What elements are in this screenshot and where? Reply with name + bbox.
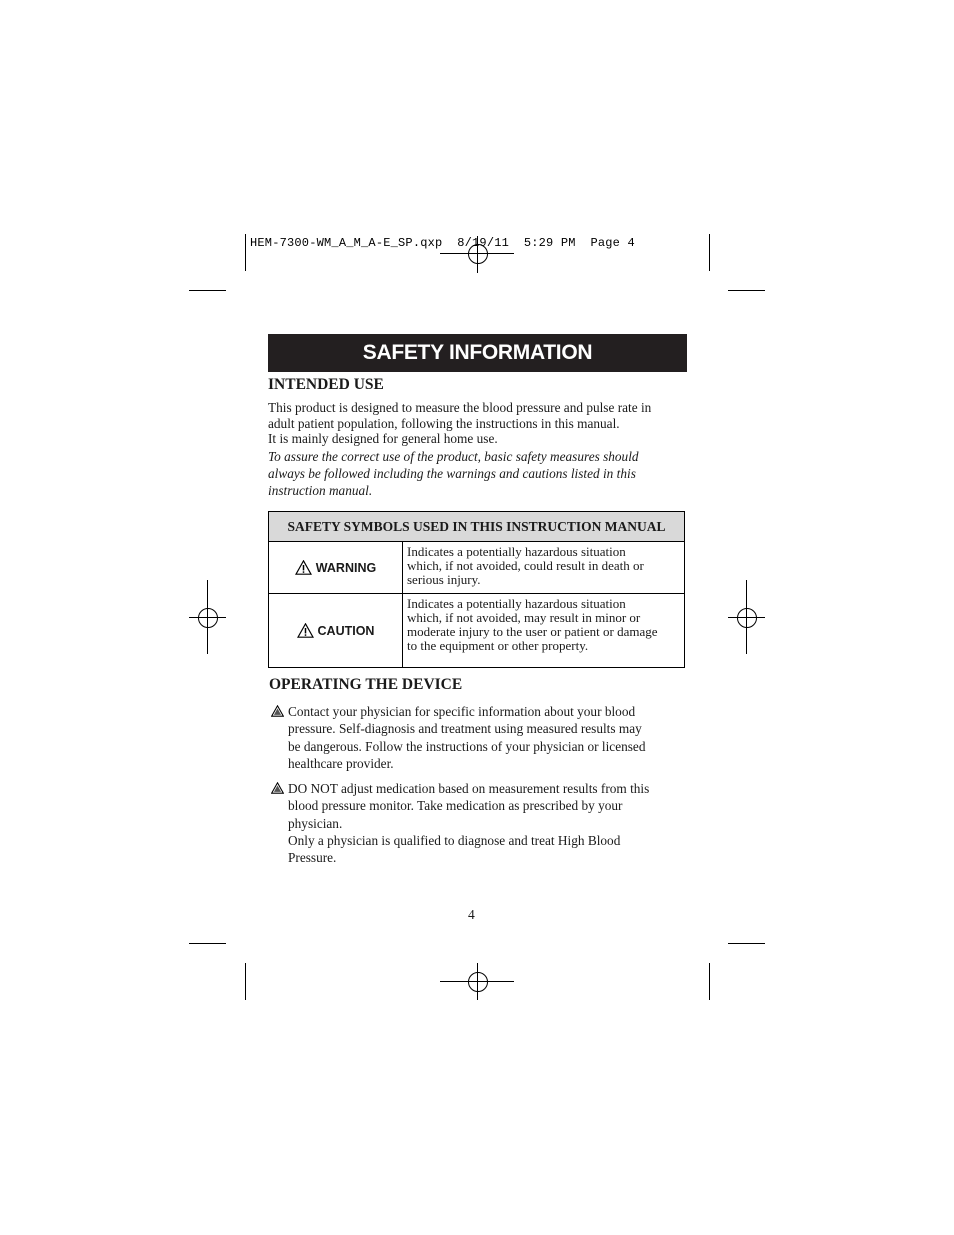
text-line: To assure the correct use of the product, basic safety measures should	[268, 449, 639, 464]
page-title: SAFETY INFORMATION	[362, 341, 593, 364]
text-line: Only a physician is qualified to diagnose and treat High Blood	[288, 832, 621, 848]
safety-symbols-table	[268, 511, 685, 668]
crop-mark	[728, 943, 765, 944]
warning-label: WARNING	[315, 560, 377, 575]
symbol-cell	[269, 594, 403, 668]
crop-mark	[709, 963, 710, 1000]
page-number: 4	[468, 907, 475, 922]
text-line: Pressure.	[288, 850, 337, 866]
text-line: It is mainly designed for general home use.	[268, 431, 498, 446]
crop-mark	[709, 234, 710, 271]
crop-mark	[245, 963, 246, 1000]
registration-circle	[468, 972, 488, 992]
symbol-description	[403, 594, 685, 668]
text-line: which, if not avoided, could result in death or	[407, 558, 644, 573]
warning-triangle-icon	[271, 705, 284, 717]
warning-triangle-icon	[271, 782, 284, 794]
list-item	[288, 703, 708, 772]
text-line: serious injury.	[407, 572, 481, 587]
list-item	[288, 780, 708, 866]
text-line: Contact your physician for specific information about your blood	[288, 704, 636, 719]
table-row	[269, 594, 685, 668]
text-line: to the equipment or other property.	[407, 638, 589, 653]
text-line: which, if not avoided, may result in minor or	[407, 610, 641, 625]
symbol-cell	[269, 542, 403, 594]
crop-mark	[245, 234, 246, 271]
table-header: SAFETY SYMBOLS USED IN THIS INSTRUCTION MANUAL	[269, 512, 685, 542]
intended-use-note	[268, 448, 708, 499]
table-row	[269, 542, 685, 594]
text-line: adult patient population, following the instructions in this manual.	[268, 415, 620, 431]
text-line: always be followed including the warnings and cautions listed in this	[268, 466, 636, 481]
intended-use-text	[268, 400, 708, 447]
crop-mark	[728, 290, 765, 291]
registration-circle	[198, 608, 218, 628]
text-line: be dangerous. Follow the instructions of your physician or licensed	[288, 738, 646, 754]
caution-triangle-icon	[297, 623, 314, 638]
text-line: Indicates a potentially hazardous situation	[407, 544, 626, 559]
print-slug: HEM-7300-WM_A_M_A-E_SP.qxp 8/19/11 5:29 PM Page 4	[250, 236, 635, 250]
text-line: This product is designed to measure the blood pressure and pulse rate in	[268, 400, 652, 415]
crop-mark	[189, 943, 226, 944]
text-line: Indicates a potentially hazardous situation	[407, 596, 626, 611]
symbol-description	[403, 542, 685, 594]
text-line: moderate injury to the user or patient or damage	[407, 624, 658, 639]
text-line: DO NOT adjust medication based on measurement results from this	[288, 781, 650, 796]
caution-label: CAUTION	[317, 623, 375, 638]
text-line: physician.	[288, 815, 343, 831]
registration-circle	[737, 608, 757, 628]
operating-heading: OPERATING THE DEVICE	[269, 676, 463, 693]
text-line: healthcare provider.	[288, 755, 394, 771]
text-line: instruction manual.	[268, 483, 373, 498]
warning-triangle-icon	[295, 560, 312, 575]
crop-mark	[189, 290, 226, 291]
text-line: blood pressure monitor. Take medication as prescribed by your	[288, 798, 623, 814]
section-banner	[268, 334, 687, 372]
text-line: pressure. Self-diagnosis and treatment using measured results may	[288, 721, 642, 737]
intended-use-heading: INTENDED USE	[268, 376, 384, 393]
